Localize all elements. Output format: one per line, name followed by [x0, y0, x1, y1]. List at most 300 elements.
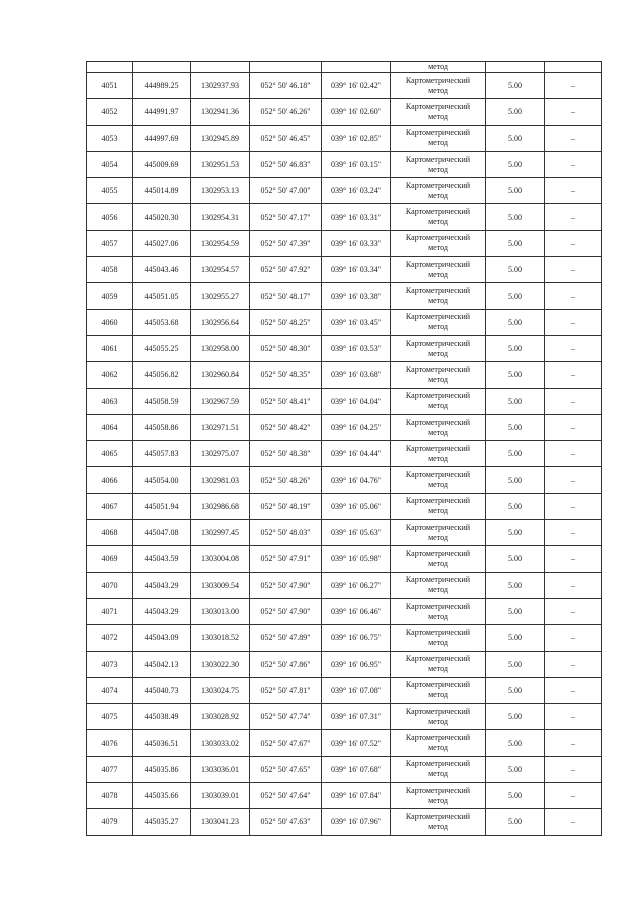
method-line1: Картометрический	[405, 733, 471, 743]
method-line1: Картометрический	[405, 680, 471, 690]
y-coordinate-cell: 1303018.52	[191, 625, 250, 651]
latitude-cell: 052° 50' 47.39"	[250, 230, 322, 256]
accuracy-cell: 5.00	[486, 783, 545, 809]
method-cell	[391, 414, 486, 440]
method-line1: Картометрический	[405, 785, 471, 795]
method-line2: метод	[428, 637, 448, 647]
longitude-cell: 039° 16' 06.27"	[322, 572, 391, 598]
method-line1: Картометрический	[405, 180, 471, 190]
note-cell: –	[545, 756, 602, 782]
latitude-cell: 052° 50' 48.38"	[250, 441, 322, 467]
latitude-cell: 052° 50' 48.41"	[250, 388, 322, 414]
y-coordinate-cell: 1303013.00	[191, 598, 250, 624]
method-cell	[391, 309, 486, 335]
method-line2: метод	[428, 532, 448, 542]
note-cell: –	[545, 414, 602, 440]
table-row	[87, 178, 602, 204]
method-cell	[391, 335, 486, 361]
x-coordinate-cell: 445056.82	[133, 362, 191, 388]
method-line2: метод	[428, 664, 448, 674]
longitude-cell: 039° 16' 03.24"	[322, 178, 391, 204]
note-cell: –	[545, 493, 602, 519]
longitude-cell: 039° 16' 05.63"	[322, 520, 391, 546]
note-cell: –	[545, 125, 602, 151]
method-line2: метод	[428, 243, 448, 253]
y-coordinate-cell: 1302954.31	[191, 204, 250, 230]
accuracy-cell: 5.00	[486, 546, 545, 572]
latitude-cell: 052° 50' 46.83"	[250, 151, 322, 177]
table-row	[87, 362, 602, 388]
y-coordinate-cell: 1303039.01	[191, 783, 250, 809]
method-line1: Картометрический	[405, 627, 471, 637]
latitude-cell: 052° 50' 46.26"	[250, 99, 322, 125]
x-coordinate-cell: 445043.09	[133, 625, 191, 651]
latitude-cell: 052° 50' 47.92"	[250, 257, 322, 283]
longitude-cell: 039° 16' 03.53"	[322, 335, 391, 361]
y-coordinate-cell: 1302971.51	[191, 414, 250, 440]
method-line1: Картометрический	[405, 522, 471, 532]
x-coordinate-cell: 445038.49	[133, 704, 191, 730]
x-coordinate-cell: 444989.25	[133, 73, 191, 99]
y-coordinate-cell: 1302954.57	[191, 257, 250, 283]
x-coordinate-cell: 445051.05	[133, 283, 191, 309]
point-number-cell: 4069	[87, 546, 133, 572]
latitude-cell: 052° 50' 47.65"	[250, 756, 322, 782]
y-coordinate-cell: 1303022.30	[191, 651, 250, 677]
point-number-cell: 4064	[87, 414, 133, 440]
x-coordinate-cell: 445035.66	[133, 783, 191, 809]
latitude-cell: 052° 50' 48.30"	[250, 335, 322, 361]
method-line1: Картометрический	[405, 759, 471, 769]
method-cell	[391, 704, 486, 730]
point-number-cell: 4061	[87, 335, 133, 361]
point-number-cell: 4067	[87, 493, 133, 519]
point-number-cell: 4070	[87, 572, 133, 598]
y-coordinate-cell: 1302967.59	[191, 388, 250, 414]
point-number-cell: 4051	[87, 73, 133, 99]
x-coordinate-cell: 445043.59	[133, 546, 191, 572]
accuracy-cell: 5.00	[486, 204, 545, 230]
coordinates-table	[86, 61, 602, 836]
note-cell: –	[545, 441, 602, 467]
y-coordinate-cell: 1302997.45	[191, 520, 250, 546]
method-line1: Картометрический	[405, 207, 471, 217]
method-line2: метод	[428, 269, 448, 279]
latitude-cell: 052° 50' 47.86"	[250, 651, 322, 677]
method-line2: метод	[428, 217, 448, 227]
latitude-cell: 052° 50' 47.00"	[250, 178, 322, 204]
point-number-cell: 4072	[87, 625, 133, 651]
accuracy-cell: 5.00	[486, 441, 545, 467]
latitude-cell: 052° 50' 47.64"	[250, 783, 322, 809]
method-cell	[391, 99, 486, 125]
note-cell: –	[545, 520, 602, 546]
x-coordinate-cell: 445009.69	[133, 151, 191, 177]
point-number-cell: 4053	[87, 125, 133, 151]
x-coordinate-cell: 445043.29	[133, 572, 191, 598]
latitude-cell: 052° 50' 47.17"	[250, 204, 322, 230]
method-line2: метод	[428, 716, 448, 726]
method-line2: метод	[428, 506, 448, 516]
point-number-cell: 4076	[87, 730, 133, 756]
note-cell: –	[545, 73, 602, 99]
point-number-cell: 4056	[87, 204, 133, 230]
accuracy-cell: 5.00	[486, 73, 545, 99]
method-line1: Картометрический	[405, 417, 471, 427]
method-cell	[391, 257, 486, 283]
method-cell	[391, 783, 486, 809]
y-coordinate-cell: 1303041.23	[191, 809, 250, 835]
method-cell	[391, 178, 486, 204]
x-coordinate-cell: 445035.27	[133, 809, 191, 835]
x-coordinate-cell: 445058.86	[133, 414, 191, 440]
method-line2: метод	[428, 585, 448, 595]
latitude-cell: 052° 50' 47.63"	[250, 809, 322, 835]
latitude-cell: 052° 50' 48.26"	[250, 467, 322, 493]
latitude-cell: 052° 50' 48.42"	[250, 414, 322, 440]
latitude-cell: 052° 50' 46.18"	[250, 73, 322, 99]
method-line1: Картометрический	[405, 706, 471, 716]
method-line1: Картометрический	[405, 312, 471, 322]
method-cell	[391, 598, 486, 624]
y-coordinate-cell: 1302956.64	[191, 309, 250, 335]
note-cell: –	[545, 204, 602, 230]
x-coordinate-cell: 445027.06	[133, 230, 191, 256]
method-line1: Картометрический	[405, 391, 471, 401]
longitude-cell: 039° 16' 07.31"	[322, 704, 391, 730]
method-line2: метод	[428, 769, 448, 779]
note-cell: –	[545, 388, 602, 414]
x-coordinate-cell: 445055.25	[133, 335, 191, 361]
longitude-cell: 039° 16' 06.95"	[322, 651, 391, 677]
y-coordinate-cell: 1302955.27	[191, 283, 250, 309]
accuracy-cell: 5.00	[486, 178, 545, 204]
method-line1: Картометрический	[405, 128, 471, 138]
method-cell	[391, 73, 486, 99]
note-cell: –	[545, 362, 602, 388]
note-cell: –	[545, 783, 602, 809]
note-cell: –	[545, 230, 602, 256]
table-row	[87, 730, 602, 756]
longitude-cell: 039° 16' 06.46"	[322, 598, 391, 624]
method-cell	[391, 388, 486, 414]
accuracy-cell: 5.00	[486, 283, 545, 309]
longitude-cell: 039° 16' 07.08"	[322, 677, 391, 703]
point-number-cell: 4055	[87, 178, 133, 204]
table-row	[87, 257, 602, 283]
table-row	[87, 572, 602, 598]
x-coordinate-cell: 445053.68	[133, 309, 191, 335]
x-coordinate-cell: 445020.30	[133, 204, 191, 230]
note-cell: –	[545, 704, 602, 730]
note-cell: –	[545, 309, 602, 335]
accuracy-cell: 5.00	[486, 414, 545, 440]
y-coordinate-cell: 1302941.36	[191, 99, 250, 125]
accuracy-cell: 5.00	[486, 677, 545, 703]
method-cell	[391, 546, 486, 572]
x-coordinate-cell: 444997.69	[133, 125, 191, 151]
method-line1: Картометрический	[405, 601, 471, 611]
y-coordinate-cell: 1302954.59	[191, 230, 250, 256]
longitude-cell: 039° 16' 03.15"	[322, 151, 391, 177]
method-cell	[391, 362, 486, 388]
longitude-cell: 039° 16' 03.34"	[322, 257, 391, 283]
method-line2: метод	[428, 296, 448, 306]
method-line1: Картометрический	[405, 75, 471, 85]
method-cell	[391, 677, 486, 703]
point-number-cell: 4066	[87, 467, 133, 493]
y-coordinate-cell: 1302958.00	[191, 335, 250, 361]
point-number-cell: 4079	[87, 809, 133, 835]
longitude-cell: 039° 16' 04.44"	[322, 441, 391, 467]
table-row-continued	[87, 62, 602, 73]
accuracy-cell: 5.00	[486, 230, 545, 256]
note-cell: –	[545, 598, 602, 624]
method-line1: Картометрический	[405, 286, 471, 296]
method-cell	[391, 151, 486, 177]
table-row	[87, 520, 602, 546]
accuracy-cell: 5.00	[486, 651, 545, 677]
method-cell	[391, 283, 486, 309]
method-line2: метод	[428, 690, 448, 700]
table-row	[87, 493, 602, 519]
method-cell	[391, 467, 486, 493]
y-coordinate-cell: 1303036.01	[191, 756, 250, 782]
table-row	[87, 125, 602, 151]
longitude-cell: 039° 16' 04.25"	[322, 414, 391, 440]
table-row	[87, 283, 602, 309]
method-line2: метод	[428, 401, 448, 411]
latitude-cell: 052° 50' 47.90"	[250, 572, 322, 598]
note-cell: –	[545, 335, 602, 361]
point-number-cell: 4075	[87, 704, 133, 730]
method-line2: метод	[428, 480, 448, 490]
point-number-cell: 4060	[87, 309, 133, 335]
y-coordinate-cell: 1302951.53	[191, 151, 250, 177]
point-number-cell: 4054	[87, 151, 133, 177]
longitude-cell: 039° 16' 02.60"	[322, 99, 391, 125]
method-cell	[391, 520, 486, 546]
point-number-cell: 4077	[87, 756, 133, 782]
latitude-cell: 052° 50' 47.81"	[250, 677, 322, 703]
latitude-cell: 052° 50' 47.89"	[250, 625, 322, 651]
method-cell	[391, 809, 486, 835]
method-line1: Картометрический	[405, 364, 471, 374]
method-line1: Картометрический	[405, 496, 471, 506]
table-row	[87, 441, 602, 467]
accuracy-cell: 5.00	[486, 388, 545, 414]
method-line2: метод	[428, 743, 448, 753]
note-cell: –	[545, 809, 602, 835]
table-row	[87, 704, 602, 730]
x-coordinate-cell: 445043.46	[133, 257, 191, 283]
accuracy-cell: 5.00	[486, 99, 545, 125]
y-coordinate-cell: 1303004.08	[191, 546, 250, 572]
note-cell: –	[545, 99, 602, 125]
method-cell	[391, 204, 486, 230]
table-row	[87, 230, 602, 256]
note-cell: –	[545, 651, 602, 677]
method-line2: метод	[428, 374, 448, 384]
table-row	[87, 809, 602, 835]
point-number-cell: 4059	[87, 283, 133, 309]
method-line1: Картометрический	[405, 470, 471, 480]
method-line2: метод	[428, 348, 448, 358]
method-cell	[391, 730, 486, 756]
table-row	[87, 756, 602, 782]
x-coordinate-cell: 445057.83	[133, 441, 191, 467]
table-row	[87, 99, 602, 125]
y-coordinate-cell: 1303028.92	[191, 704, 250, 730]
accuracy-cell: 5.00	[486, 704, 545, 730]
x-coordinate-cell: 445054.00	[133, 467, 191, 493]
method-line2: метод	[428, 111, 448, 121]
y-coordinate-cell: 1303009.54	[191, 572, 250, 598]
longitude-cell: 039° 16' 04.76"	[322, 467, 391, 493]
method-line1: Картометрический	[405, 101, 471, 111]
longitude-cell: 039° 16' 07.68"	[322, 756, 391, 782]
method-line2: метод	[428, 138, 448, 148]
latitude-cell: 052° 50' 48.17"	[250, 283, 322, 309]
accuracy-cell: 5.00	[486, 151, 545, 177]
table-row	[87, 546, 602, 572]
table-row	[87, 204, 602, 230]
table-row	[87, 335, 602, 361]
latitude-cell: 052° 50' 48.35"	[250, 362, 322, 388]
latitude-cell: 052° 50' 46.45"	[250, 125, 322, 151]
x-coordinate-cell: 445014.89	[133, 178, 191, 204]
note-cell: –	[545, 283, 602, 309]
method-line1: Картометрический	[405, 548, 471, 558]
accuracy-cell: 5.00	[486, 598, 545, 624]
point-number-cell: 4068	[87, 520, 133, 546]
table-row	[87, 467, 602, 493]
longitude-cell: 039° 16' 03.45"	[322, 309, 391, 335]
table-row	[87, 388, 602, 414]
method-cell	[391, 625, 486, 651]
method-line1: Картометрический	[405, 443, 471, 453]
table-row	[87, 309, 602, 335]
latitude-cell: 052° 50' 47.90"	[250, 598, 322, 624]
method-line2: метод	[428, 821, 448, 831]
accuracy-cell: 5.00	[486, 125, 545, 151]
note-cell: –	[545, 178, 602, 204]
method-line1: Картометрический	[405, 338, 471, 348]
method-cell-fragment: метод	[391, 62, 486, 73]
x-coordinate-cell: 445058.59	[133, 388, 191, 414]
method-line2: метод	[428, 611, 448, 621]
method-line2: метод	[428, 164, 448, 174]
method-cell	[391, 125, 486, 151]
longitude-cell: 039° 16' 03.33"	[322, 230, 391, 256]
accuracy-cell: 5.00	[486, 756, 545, 782]
accuracy-cell: 5.00	[486, 309, 545, 335]
note-cell: –	[545, 572, 602, 598]
method-line2: метод	[428, 453, 448, 463]
x-coordinate-cell: 444991.97	[133, 99, 191, 125]
method-cell	[391, 756, 486, 782]
y-coordinate-cell: 1303024.75	[191, 677, 250, 703]
note-cell: –	[545, 677, 602, 703]
method-cell	[391, 230, 486, 256]
y-coordinate-cell: 1302937.93	[191, 73, 250, 99]
method-cell	[391, 572, 486, 598]
point-number-cell: 4062	[87, 362, 133, 388]
accuracy-cell: 5.00	[486, 520, 545, 546]
method-line2: метод	[428, 558, 448, 568]
method-line2: метод	[428, 85, 448, 95]
method-line1: Картометрический	[405, 154, 471, 164]
method-line2: метод	[428, 190, 448, 200]
note-cell: –	[545, 546, 602, 572]
x-coordinate-cell: 445047.08	[133, 520, 191, 546]
longitude-cell: 039° 16' 06.75"	[322, 625, 391, 651]
longitude-cell: 039° 16' 03.68"	[322, 362, 391, 388]
x-coordinate-cell: 445043.29	[133, 598, 191, 624]
y-coordinate-cell: 1302986.68	[191, 493, 250, 519]
y-coordinate-cell: 1302960.84	[191, 362, 250, 388]
method-cell	[391, 441, 486, 467]
y-coordinate-cell: 1302945.89	[191, 125, 250, 151]
longitude-cell: 039° 16' 05.98"	[322, 546, 391, 572]
accuracy-cell: 5.00	[486, 362, 545, 388]
longitude-cell: 039° 16' 03.31"	[322, 204, 391, 230]
x-coordinate-cell: 445036.51	[133, 730, 191, 756]
method-line2: метод	[428, 795, 448, 805]
point-number-cell: 4078	[87, 783, 133, 809]
method-cell	[391, 493, 486, 519]
latitude-cell: 052° 50' 47.91"	[250, 546, 322, 572]
method-line1: Картометрический	[405, 811, 471, 821]
latitude-cell: 052° 50' 47.67"	[250, 730, 322, 756]
longitude-cell: 039° 16' 02.42"	[322, 73, 391, 99]
longitude-cell: 039° 16' 07.96"	[322, 809, 391, 835]
x-coordinate-cell: 445051.94	[133, 493, 191, 519]
longitude-cell: 039° 16' 02.85"	[322, 125, 391, 151]
longitude-cell: 039° 16' 07.84"	[322, 783, 391, 809]
point-number-cell: 4073	[87, 651, 133, 677]
accuracy-cell: 5.00	[486, 809, 545, 835]
y-coordinate-cell: 1302981.03	[191, 467, 250, 493]
method-line1: Картометрический	[405, 233, 471, 243]
method-line2: метод	[428, 427, 448, 437]
method-cell	[391, 651, 486, 677]
latitude-cell: 052° 50' 48.25"	[250, 309, 322, 335]
point-number-cell: 4074	[87, 677, 133, 703]
longitude-cell: 039° 16' 07.52"	[322, 730, 391, 756]
point-number-cell: 4058	[87, 257, 133, 283]
accuracy-cell: 5.00	[486, 625, 545, 651]
accuracy-cell: 5.00	[486, 493, 545, 519]
note-cell: –	[545, 730, 602, 756]
table-row	[87, 598, 602, 624]
table-row	[87, 651, 602, 677]
table-row	[87, 783, 602, 809]
accuracy-cell: 5.00	[486, 335, 545, 361]
x-coordinate-cell: 445042.13	[133, 651, 191, 677]
y-coordinate-cell: 1303033.02	[191, 730, 250, 756]
point-number-cell: 4071	[87, 598, 133, 624]
table-row	[87, 625, 602, 651]
method-line2: метод	[428, 322, 448, 332]
longitude-cell: 039° 16' 04.04"	[322, 388, 391, 414]
point-number-cell: 4057	[87, 230, 133, 256]
note-cell: –	[545, 467, 602, 493]
note-cell: –	[545, 625, 602, 651]
point-number-cell: 4063	[87, 388, 133, 414]
accuracy-cell: 5.00	[486, 257, 545, 283]
latitude-cell: 052° 50' 48.19"	[250, 493, 322, 519]
